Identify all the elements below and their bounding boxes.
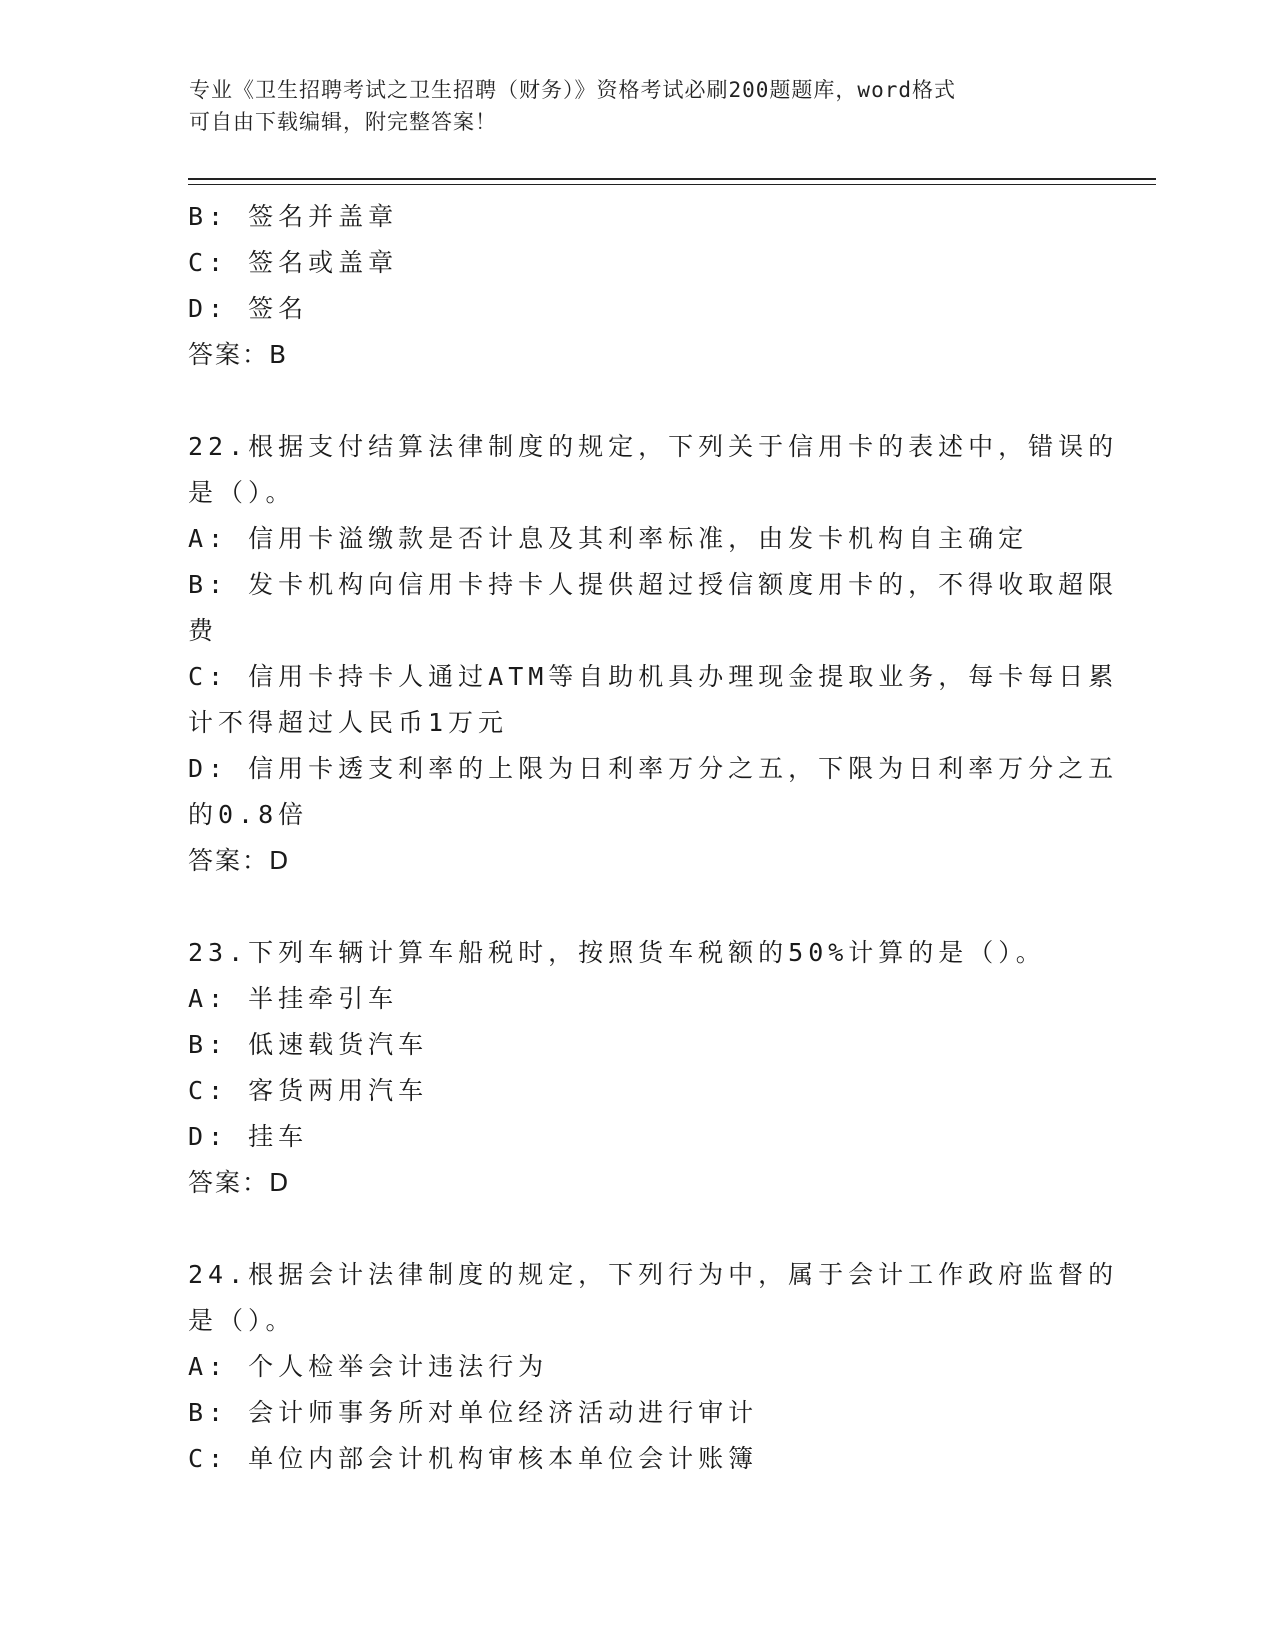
question-stem: 23.下列车辆计算车船税时，按照货车税额的50%计算的是（）。	[188, 938, 1046, 967]
question-23	[188, 930, 1088, 1206]
document-header	[189, 74, 1069, 138]
option-c: C: 单位内部会计机构审核本单位会计账簿	[188, 1444, 759, 1473]
option-b: B: 签名并盖章	[188, 202, 399, 231]
header-title-line-2: 可自由下载编辑，附完整答案！	[189, 110, 497, 134]
question-spacer	[188, 884, 1088, 930]
option-c: C: 签名或盖章	[188, 248, 399, 277]
question-stem-continued: 是（）。	[188, 478, 296, 507]
option-b: B: 低速载货汽车	[188, 1030, 429, 1059]
question-stem: 24.根据会计法律制度的规定，下列行为中，属于会计工作政府监督的	[188, 1260, 1119, 1289]
answer-line: 答案：D	[188, 846, 291, 875]
option-d: D: 挂车	[188, 1122, 309, 1151]
header-title-line-1: 专业《卫生招聘考试之卫生招聘（财务）》资格考试必刷200题题库，word格式	[189, 78, 956, 102]
option-a: A: 信用卡溢缴款是否计息及其利率标准，由发卡机构自主确定	[188, 524, 1029, 553]
option-a: A: 半挂牵引车	[188, 984, 399, 1013]
option-a: A: 个人检举会计违法行为	[188, 1352, 549, 1381]
option-d: D: 信用卡透支利率的上限为日利率万分之五，下限为日利率万分之五	[188, 754, 1119, 783]
question-21	[188, 194, 1088, 378]
option-c: C: 信用卡持卡人通过ATM等自助机具办理现金提取业务，每卡每日累	[188, 662, 1119, 691]
option-b-continued: 费	[188, 616, 219, 645]
option-b: B: 发卡机构向信用卡持卡人提供超过授信额度用卡的，不得收取超限	[188, 570, 1119, 599]
option-b: B: 会计师事务所对单位经济活动进行审计	[188, 1398, 759, 1427]
header-divider-thin	[188, 184, 1156, 185]
question-stem: 22.根据支付结算法律制度的规定，下列关于信用卡的表述中，错误的	[188, 432, 1119, 461]
answer-line: 答案：D	[188, 1168, 291, 1197]
answer-line: 答案：B	[188, 340, 289, 369]
question-stem-continued: 是（）。	[188, 1306, 296, 1335]
question-list	[188, 194, 1119, 1482]
option-c: C: 客货两用汽车	[188, 1076, 429, 1105]
option-d-continued: 的0.8倍	[188, 800, 309, 829]
question-24	[188, 1252, 1119, 1482]
question-spacer	[188, 378, 1088, 424]
header-divider-thick	[188, 178, 1156, 180]
question-spacer	[188, 1206, 1088, 1252]
option-c-continued: 计不得超过人民币1万元	[188, 708, 509, 737]
question-22	[188, 424, 1119, 884]
option-d: D: 签名	[188, 294, 309, 323]
